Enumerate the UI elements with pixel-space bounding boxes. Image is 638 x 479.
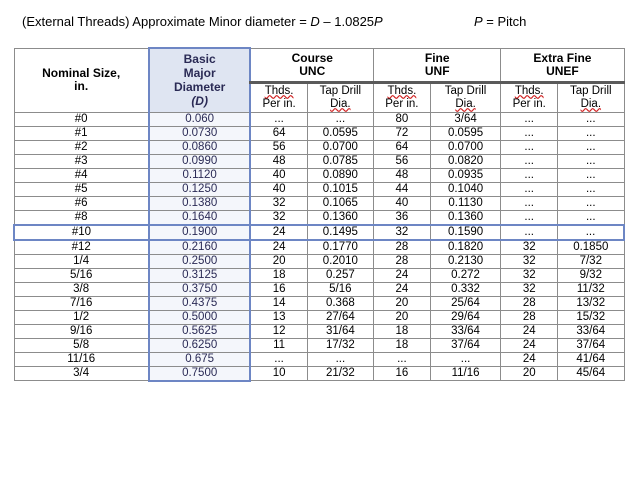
basic-diameter-cell: 0.1900: [149, 225, 251, 240]
basic-diameter-cell: 0.0990: [149, 154, 251, 168]
unf-tap-cell: 0.0700: [430, 140, 501, 154]
unef-thds-cell: ...: [501, 225, 558, 240]
unf-tap-cell: 33/64: [430, 324, 501, 338]
unc-thds-cell: 40: [250, 168, 307, 182]
basic-diameter-cell: 0.1380: [149, 196, 251, 210]
unc-tap-cell: 0.1495: [307, 225, 373, 240]
unc-tap-cell: 0.0700: [307, 140, 373, 154]
header-course-unc: Course UNC: [250, 48, 373, 82]
header-nominal-size: Nominal Size, in.: [14, 48, 149, 112]
unc-tap-cell: 0.1770: [307, 240, 373, 255]
unc-thds-cell: 11: [250, 338, 307, 352]
unc-thds-cell: 18: [250, 268, 307, 282]
unc-thds-cell: 56: [250, 140, 307, 154]
unef-tap-cell: 33/64: [558, 324, 624, 338]
unf-thds-cell: 16: [374, 366, 431, 381]
basic-diameter-cell: 0.1640: [149, 210, 251, 225]
unef-tap-cell: ...: [558, 196, 624, 210]
unef-tap-cell: ...: [558, 182, 624, 196]
nominal-size-cell: 1/2: [14, 310, 149, 324]
table-row: [14, 352, 624, 366]
basic-diameter-cell: 0.5625: [149, 324, 251, 338]
table-row: [14, 196, 624, 210]
unc-thds-cell: 24: [250, 240, 307, 255]
unf-thds-cell: 18: [374, 338, 431, 352]
basic-diameter-cell: 0.1120: [149, 168, 251, 182]
table-row: [14, 140, 624, 154]
unc-thds-cell: 24: [250, 225, 307, 240]
nominal-size-cell: 3/8: [14, 282, 149, 296]
unef-tap-cell: ...: [558, 168, 624, 182]
unef-thds-cell: ...: [501, 140, 558, 154]
basic-diameter-cell: 0.2500: [149, 254, 251, 268]
nominal-size-cell: #2: [14, 140, 149, 154]
nominal-size-cell: #3: [14, 154, 149, 168]
unef-tap-cell: 9/32: [558, 268, 624, 282]
basic-diameter-cell: 0.0730: [149, 126, 251, 140]
table-row: [14, 210, 624, 225]
unf-tap-cell: 0.1130: [430, 196, 501, 210]
unf-thds-cell: 28: [374, 254, 431, 268]
unef-tap-cell: ...: [558, 210, 624, 225]
unc-tap-cell: ...: [307, 112, 373, 126]
unc-tap-cell: 0.0890: [307, 168, 373, 182]
unc-tap-cell: 0.368: [307, 296, 373, 310]
unef-thds-cell: 28: [501, 310, 558, 324]
unf-thds-cell: 80: [374, 112, 431, 126]
nominal-size-cell: 1/4: [14, 254, 149, 268]
unc-tap-cell: 0.1015: [307, 182, 373, 196]
unf-tap-cell: 0.1040: [430, 182, 501, 196]
nominal-size-cell: 3/4: [14, 366, 149, 381]
table-row: [14, 310, 624, 324]
formula-text: (External Threads) Approximate Minor diameter = D – 1.0825P: [22, 14, 383, 29]
table-row: [14, 338, 624, 352]
unef-thds-cell: 20: [501, 366, 558, 381]
unf-tap-cell: 0.0595: [430, 126, 501, 140]
unef-tap-cell: 7/32: [558, 254, 624, 268]
basic-diameter-cell: 0.060: [149, 112, 251, 126]
header-unf-thds: Thds. Per in.: [374, 82, 431, 112]
unf-tap-cell: 25/64: [430, 296, 501, 310]
unef-tap-cell: 13/32: [558, 296, 624, 310]
unef-tap-cell: 0.1850: [558, 240, 624, 255]
nominal-size-cell: #1: [14, 126, 149, 140]
table-row: [14, 254, 624, 268]
unc-thds-cell: ...: [250, 352, 307, 366]
unc-tap-cell: 0.257: [307, 268, 373, 282]
unef-tap-cell: 37/64: [558, 338, 624, 352]
unc-thds-cell: 48: [250, 154, 307, 168]
unef-thds-cell: ...: [501, 196, 558, 210]
table-row: [14, 168, 624, 182]
nominal-size-cell: #4: [14, 168, 149, 182]
unc-thds-cell: 16: [250, 282, 307, 296]
basic-diameter-cell: 0.1250: [149, 182, 251, 196]
unf-tap-cell: 29/64: [430, 310, 501, 324]
unef-tap-cell: ...: [558, 126, 624, 140]
pitch-legend: P = Pitch: [474, 14, 527, 29]
unf-thds-cell: 20: [374, 296, 431, 310]
unf-thds-cell: 24: [374, 282, 431, 296]
unc-thds-cell: 12: [250, 324, 307, 338]
unc-tap-cell: 17/32: [307, 338, 373, 352]
table-row: [14, 112, 624, 126]
unc-thds-cell: 64: [250, 126, 307, 140]
nominal-size-cell: #10: [14, 225, 149, 240]
unf-thds-cell: 20: [374, 310, 431, 324]
unf-tap-cell: 0.0820: [430, 154, 501, 168]
unef-thds-cell: 24: [501, 352, 558, 366]
unf-thds-cell: 64: [374, 140, 431, 154]
basic-diameter-cell: 0.2160: [149, 240, 251, 255]
unef-thds-cell: 32: [501, 282, 558, 296]
basic-diameter-cell: 0.3125: [149, 268, 251, 282]
nominal-size-cell: 5/8: [14, 338, 149, 352]
unc-thds-cell: 20: [250, 254, 307, 268]
unf-tap-cell: 0.2130: [430, 254, 501, 268]
unc-tap-cell: 21/32: [307, 366, 373, 381]
unef-tap-cell: 11/32: [558, 282, 624, 296]
nominal-size-cell: 5/16: [14, 268, 149, 282]
unef-tap-cell: ...: [558, 154, 624, 168]
unf-tap-cell: 0.272: [430, 268, 501, 282]
unef-thds-cell: 32: [501, 240, 558, 255]
unef-thds-cell: 32: [501, 254, 558, 268]
unf-tap-cell: 11/16: [430, 366, 501, 381]
unef-thds-cell: 24: [501, 338, 558, 352]
basic-diameter-cell: 0.6250: [149, 338, 251, 352]
unf-tap-cell: ...: [430, 352, 501, 366]
basic-diameter-cell: 0.7500: [149, 366, 251, 381]
unc-tap-cell: 0.2010: [307, 254, 373, 268]
unef-thds-cell: ...: [501, 154, 558, 168]
unef-tap-cell: 15/32: [558, 310, 624, 324]
table-body: [14, 112, 624, 381]
unc-tap-cell: 0.1360: [307, 210, 373, 225]
unef-thds-cell: 24: [501, 324, 558, 338]
unf-tap-cell: 0.332: [430, 282, 501, 296]
unf-tap-cell: 0.0935: [430, 168, 501, 182]
table-row: [14, 296, 624, 310]
unc-thds-cell: 32: [250, 196, 307, 210]
unf-thds-cell: 36: [374, 210, 431, 225]
table-row: [14, 182, 624, 196]
basic-diameter-cell: 0.675: [149, 352, 251, 366]
unc-tap-cell: 0.0785: [307, 154, 373, 168]
header-unf-tap: Tap Drill Dia.: [430, 82, 501, 112]
basic-diameter-cell: 0.0860: [149, 140, 251, 154]
unf-tap-cell: 37/64: [430, 338, 501, 352]
header-unef-thds: Thds. Per in.: [501, 82, 558, 112]
table-row: [14, 126, 624, 140]
nominal-size-cell: 7/16: [14, 296, 149, 310]
unf-tap-cell: 0.1590: [430, 225, 501, 240]
unf-thds-cell: 56: [374, 154, 431, 168]
unc-thds-cell: 10: [250, 366, 307, 381]
unc-tap-cell: 5/16: [307, 282, 373, 296]
unf-thds-cell: ...: [374, 352, 431, 366]
unc-tap-cell: ...: [307, 352, 373, 366]
unef-thds-cell: ...: [501, 182, 558, 196]
unc-thds-cell: 40: [250, 182, 307, 196]
table-row: [14, 225, 624, 240]
table-row: [14, 268, 624, 282]
unc-thds-cell: 13: [250, 310, 307, 324]
unef-thds-cell: 28: [501, 296, 558, 310]
unf-thds-cell: 28: [374, 240, 431, 255]
thread-table: [13, 47, 625, 382]
basic-diameter-cell: 0.4375: [149, 296, 251, 310]
unf-tap-cell: 0.1360: [430, 210, 501, 225]
header-unef-tap: Tap Drill Dia.: [558, 82, 624, 112]
caption: [22, 14, 622, 34]
unf-tap-cell: 3/64: [430, 112, 501, 126]
unc-tap-cell: 0.1065: [307, 196, 373, 210]
basic-diameter-cell: 0.5000: [149, 310, 251, 324]
table-row: [14, 154, 624, 168]
unef-thds-cell: 32: [501, 268, 558, 282]
nominal-size-cell: #12: [14, 240, 149, 255]
unef-thds-cell: ...: [501, 168, 558, 182]
unf-thds-cell: 72: [374, 126, 431, 140]
table-row: [14, 240, 624, 255]
unf-thds-cell: 18: [374, 324, 431, 338]
unef-thds-cell: ...: [501, 112, 558, 126]
table-row: [14, 366, 624, 381]
unc-thds-cell: 32: [250, 210, 307, 225]
header-fine-unf: Fine UNF: [374, 48, 501, 82]
unc-tap-cell: 0.0595: [307, 126, 373, 140]
nominal-size-cell: 9/16: [14, 324, 149, 338]
header-unc-tap: Tap Drill Dia.: [307, 82, 373, 112]
table-row: [14, 324, 624, 338]
unc-tap-cell: 31/64: [307, 324, 373, 338]
unf-thds-cell: 24: [374, 268, 431, 282]
unc-tap-cell: 27/64: [307, 310, 373, 324]
header-extra-fine-unef: Extra Fine UNEF: [501, 48, 624, 82]
unc-thds-cell: 14: [250, 296, 307, 310]
unf-thds-cell: 32: [374, 225, 431, 240]
nominal-size-cell: 11/16: [14, 352, 149, 366]
header-unc-thds: Thds. Per in.: [250, 82, 307, 112]
unef-tap-cell: 45/64: [558, 366, 624, 381]
unef-tap-cell: ...: [558, 225, 624, 240]
unef-tap-cell: ...: [558, 140, 624, 154]
nominal-size-cell: #0: [14, 112, 149, 126]
basic-diameter-cell: 0.3750: [149, 282, 251, 296]
unef-tap-cell: ...: [558, 112, 624, 126]
unf-thds-cell: 40: [374, 196, 431, 210]
unf-thds-cell: 48: [374, 168, 431, 182]
unef-thds-cell: ...: [501, 126, 558, 140]
nominal-size-cell: #6: [14, 196, 149, 210]
nominal-size-cell: #8: [14, 210, 149, 225]
unf-thds-cell: 44: [374, 182, 431, 196]
table-row: [14, 282, 624, 296]
nominal-size-cell: #5: [14, 182, 149, 196]
header-basic-major-diameter: Basic Major Diameter (D): [149, 48, 251, 112]
unf-tap-cell: 0.1820: [430, 240, 501, 255]
unef-tap-cell: 41/64: [558, 352, 624, 366]
unc-thds-cell: ...: [250, 112, 307, 126]
unef-thds-cell: ...: [501, 210, 558, 225]
